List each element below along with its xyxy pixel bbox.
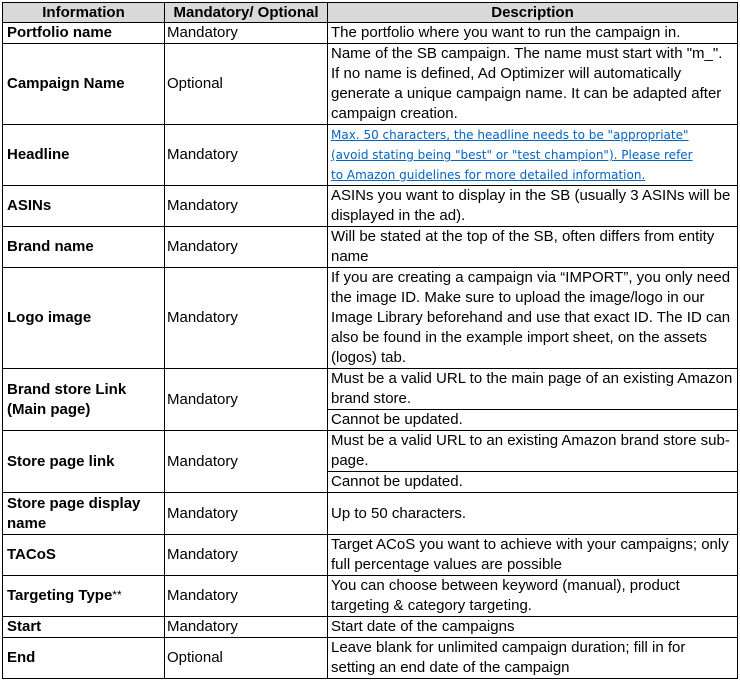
description-cell: Target ACoS you want to achieve with your campaigns; only full percentage values are possible: [328, 535, 738, 576]
mandatory-cell: Mandatory: [165, 227, 328, 268]
info-cell: Campaign Name: [3, 44, 165, 125]
header-information: Information: [3, 3, 165, 23]
description-cell-link[interactable]: [328, 125, 738, 186]
mandatory-cell: Mandatory: [165, 369, 328, 431]
mandatory-cell: Optional: [165, 638, 328, 679]
table-row: [3, 369, 738, 410]
description-cell: Must be a valid URL to an existing Amazon brand store sub-page.: [328, 431, 738, 472]
info-cell: TACoS: [3, 535, 165, 576]
table-row: [3, 617, 738, 638]
targeting-type-label: Targeting Type: [7, 587, 113, 604]
table-row: [3, 493, 738, 535]
table-row: [3, 268, 738, 369]
mandatory-cell: Mandatory: [165, 186, 328, 227]
info-cell: Store page link: [3, 431, 165, 493]
headline-guideline-line-1[interactable]: Max. 50 characters, the headline needs to be "appropriate": [331, 128, 689, 142]
info-cell: ASINs: [3, 186, 165, 227]
information-table: [2, 2, 738, 679]
info-cell: End: [3, 638, 165, 679]
header-mandatory-optional: Mandatory/ Optional: [165, 3, 328, 23]
description-cell: The portfolio where you want to run the campaign in.: [328, 23, 738, 44]
info-cell: Logo image: [3, 268, 165, 369]
info-cell: Store page display name: [3, 493, 165, 535]
table-row: [3, 44, 738, 125]
description-cell: If you are creating a campaign via “IMPORT”, you only need the image ID. Make sure to upload the image/logo in our Image Library beforehand and use that exact ID. The ID can also be found in the example import sheet, on the assets (logos) tab.: [328, 268, 738, 369]
description-cell: Leave blank for unlimited campaign duration; fill in for setting an end date of the campaign: [328, 638, 738, 679]
headline-guideline-line-3[interactable]: to Amazon guidelines for more detailed information.: [331, 168, 646, 182]
description-cell: Will be stated at the top of the SB, often differs from entity name: [328, 227, 738, 268]
info-cell: [3, 576, 165, 617]
mandatory-cell: Optional: [165, 44, 328, 125]
description-cell: ASINs you want to display in the SB (usually 3 ASINs will be displayed in the ad).: [328, 186, 738, 227]
info-cell: Portfolio name: [3, 23, 165, 44]
info-cell: Start: [3, 617, 165, 638]
mandatory-cell: Mandatory: [165, 576, 328, 617]
description-cell: Start date of the campaigns: [328, 617, 738, 638]
mandatory-cell: Mandatory: [165, 617, 328, 638]
mandatory-cell: Mandatory: [165, 431, 328, 493]
footnote-marker: **: [112, 588, 122, 602]
table-row: [3, 576, 738, 617]
table-row: [3, 431, 738, 472]
description-cell: Up to 50 characters.: [328, 493, 738, 535]
description-cell: Must be a valid URL to the main page of an existing Amazon brand store.: [328, 369, 738, 410]
mandatory-cell: Mandatory: [165, 268, 328, 369]
table-row: [3, 125, 738, 186]
table-row: [3, 227, 738, 268]
description-cell: Cannot be updated.: [328, 472, 738, 493]
mandatory-cell: Mandatory: [165, 23, 328, 44]
header-row: [3, 3, 738, 23]
table-row: [3, 23, 738, 44]
info-cell: Brand name: [3, 227, 165, 268]
info-cell: Brand store Link (Main page): [3, 369, 165, 431]
description-cell: Cannot be updated.: [328, 410, 738, 431]
description-cell: Name of the SB campaign. The name must start with "m_". If no name is defined, Ad Optimizer will automatically generate a unique campaign name. It can be adapted after campaign creation.: [328, 44, 738, 125]
mandatory-cell: Mandatory: [165, 125, 328, 186]
headline-guideline-line-2[interactable]: (avoid stating being "best" or "test champion"). Please refer: [331, 148, 693, 162]
description-cell: You can choose between keyword (manual), product targeting & category targeting.: [328, 576, 738, 617]
mandatory-cell: Mandatory: [165, 535, 328, 576]
mandatory-cell: Mandatory: [165, 493, 328, 535]
info-cell: Headline: [3, 125, 165, 186]
table-row: [3, 535, 738, 576]
table-row: [3, 186, 738, 227]
table-row: [3, 638, 738, 679]
header-description: Description: [328, 3, 738, 23]
